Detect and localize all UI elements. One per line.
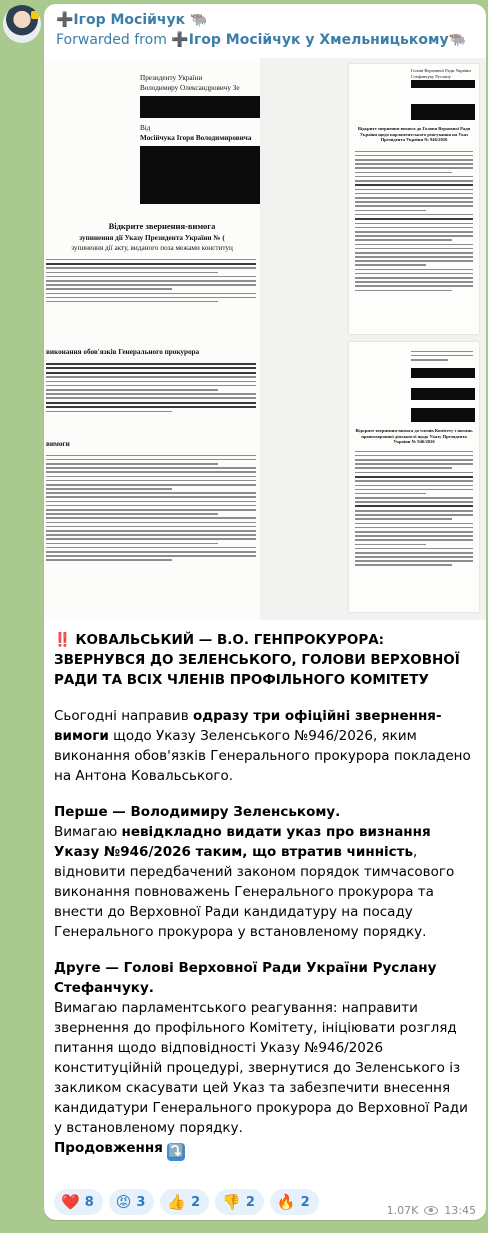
forwarded-prefix: Forwarded from [56, 32, 167, 48]
doc-text-lines [46, 256, 256, 305]
document-page-left [44, 58, 260, 620]
text-span: Сьогодні направив [54, 708, 193, 724]
paragraph-first [54, 802, 474, 942]
doc-text-lines [411, 348, 473, 363]
reaction-count: 8 [84, 1194, 94, 1210]
forwarded-from[interactable] [56, 30, 476, 50]
document-page-right-bottom [349, 342, 479, 612]
reactions-bar [54, 1189, 319, 1215]
paragraph-second [54, 958, 474, 1161]
thumbs-down-icon: 👎 [222, 1193, 241, 1211]
document-page-right-top [349, 64, 479, 334]
author-name[interactable]: ➕Ігор Мосійчук 🐃 [56, 12, 208, 28]
paragraph-first-heading: Перше — Володимиру Зеленському. [54, 804, 341, 820]
redaction-block [140, 96, 260, 118]
reaction-count: 2 [245, 1194, 255, 1210]
message-meta [387, 1204, 476, 1217]
doc-right-title-2: Відкрите звернення-вимога до членів Комітету з питань правоохоронної діяльності щодо Указу Президента України № 946/2026 [355, 428, 473, 445]
reaction-heart[interactable] [54, 1189, 103, 1215]
redaction-block [411, 408, 475, 422]
reaction-thumbs-up[interactable] [160, 1189, 209, 1215]
redaction-block [411, 104, 475, 120]
arrow-down-icon: ⤵️ [168, 1144, 185, 1159]
text-span: щодо Указу Зеленського №946/2026, яким виконання обов'язків Генерального прокурора покладено на Антона Ковальського. [54, 728, 471, 784]
heart-icon: ❤️ [61, 1193, 80, 1211]
doc-addressee-2: Володимиру Олександровичу Зе [140, 84, 240, 92]
doc-from-2: Мосійчука Ігоря Володимировича [140, 134, 252, 142]
message-header [56, 10, 476, 50]
redaction-block [411, 368, 475, 378]
message-text [54, 630, 474, 1161]
redaction-block [140, 146, 260, 204]
reaction-count: 2 [300, 1194, 310, 1210]
doc-from-1: Від [140, 124, 151, 132]
doc-right-addressee: Голові Верховної Ради України Стефанчуку Руслану [411, 68, 471, 79]
paragraph-intro [54, 706, 474, 786]
text-span: Вимагаю [54, 824, 122, 840]
text-span: Вимагаю парламентського реагування: направити звернення до профільного Комітету, ініціювати розгляд питання щодо відповідності Указу №946/2026 конституційній процедурі, звернутися до Зеленського із закликом скасувати цей Указ та забезпечити внесення кандидатури Генерального прокурора до Верховної Ради у встановленому порядку. [54, 1000, 468, 1136]
alarm-icon: ‼️ [54, 632, 71, 648]
text-span: , відновити передбачений законом порядок тимчасового виконання повноважень Генерального прокурора та внести до Верховної Ради кандидатуру на посаду Генерального прокурора у встановленому порядку. [54, 844, 455, 940]
reaction-count: 2 [191, 1194, 201, 1210]
text-bold: невідкладно видати указ про визнання Указу №946/2026 таким, що втратив чинність [54, 824, 431, 860]
message-title-text: КОВАЛЬСЬКИЙ — В.О. ГЕНПРОКУРОРА: ЗВЕРНУВСЯ ДО ЗЕЛЕНСЬКОГО, ГОЛОВИ ВЕРХОВНОЇ РАДИ ТА ВСІХ ЧЛЕНІВ ПРОФІЛЬНОГО КОМІТЕТУ [54, 632, 460, 688]
doc-heading-1: Відкрите звернення-вимога [108, 221, 216, 231]
doc-text-lines [355, 148, 473, 294]
reaction-angry[interactable] [109, 1189, 155, 1215]
forwarded-source[interactable]: ➕Ігор Мосійчук у Хмельницькому🐃 [171, 32, 467, 48]
doc-heading-3: зупинення дії акту, виданого поза межами конституц [71, 244, 233, 252]
doc-addressee-1: Президенту України [140, 74, 203, 82]
doc-heading-2: зупинення дії Указу Президента України № ( [79, 234, 225, 242]
doc-text-lines [46, 360, 256, 415]
message-bubble [44, 4, 486, 1220]
doc-text-lines [355, 448, 473, 569]
paragraph-second-heading: Друге — Голові Верховної Ради України Руслану Стефанчуку. [54, 960, 437, 996]
continuation-label: Продовження [54, 1140, 163, 1156]
views-count: 1.07K [386, 1204, 419, 1217]
reaction-count: 3 [136, 1194, 146, 1210]
redaction-block [411, 388, 475, 400]
doc-right-title: Відкрите звернення-вимога до Голови Верховної Ради України щодо парламентського реагування на Указ Президента України № 946/2026 [357, 126, 471, 143]
message-title [54, 630, 474, 690]
redaction-block [411, 80, 475, 88]
reaction-fire[interactable] [270, 1189, 319, 1215]
doc-section: виконання обов'язків Генерального прокурора [46, 348, 200, 356]
doc-subheading: вимоги [46, 440, 70, 448]
channel-avatar[interactable] [3, 5, 41, 43]
message-time: 13:45 [444, 1204, 476, 1217]
reaction-thumbs-down[interactable] [215, 1189, 264, 1215]
eye-icon [424, 1206, 438, 1215]
fire-icon: 🔥 [276, 1193, 296, 1211]
avatar-badge-icon [31, 11, 39, 19]
doc-text-lines [46, 452, 256, 563]
attached-photo[interactable] [44, 58, 486, 620]
thumbs-up-icon: 👍 [167, 1193, 187, 1211]
text-bold: одразу три офіційні звернення-вимоги [54, 708, 442, 744]
angry-face-icon: 😡 [115, 1193, 132, 1211]
